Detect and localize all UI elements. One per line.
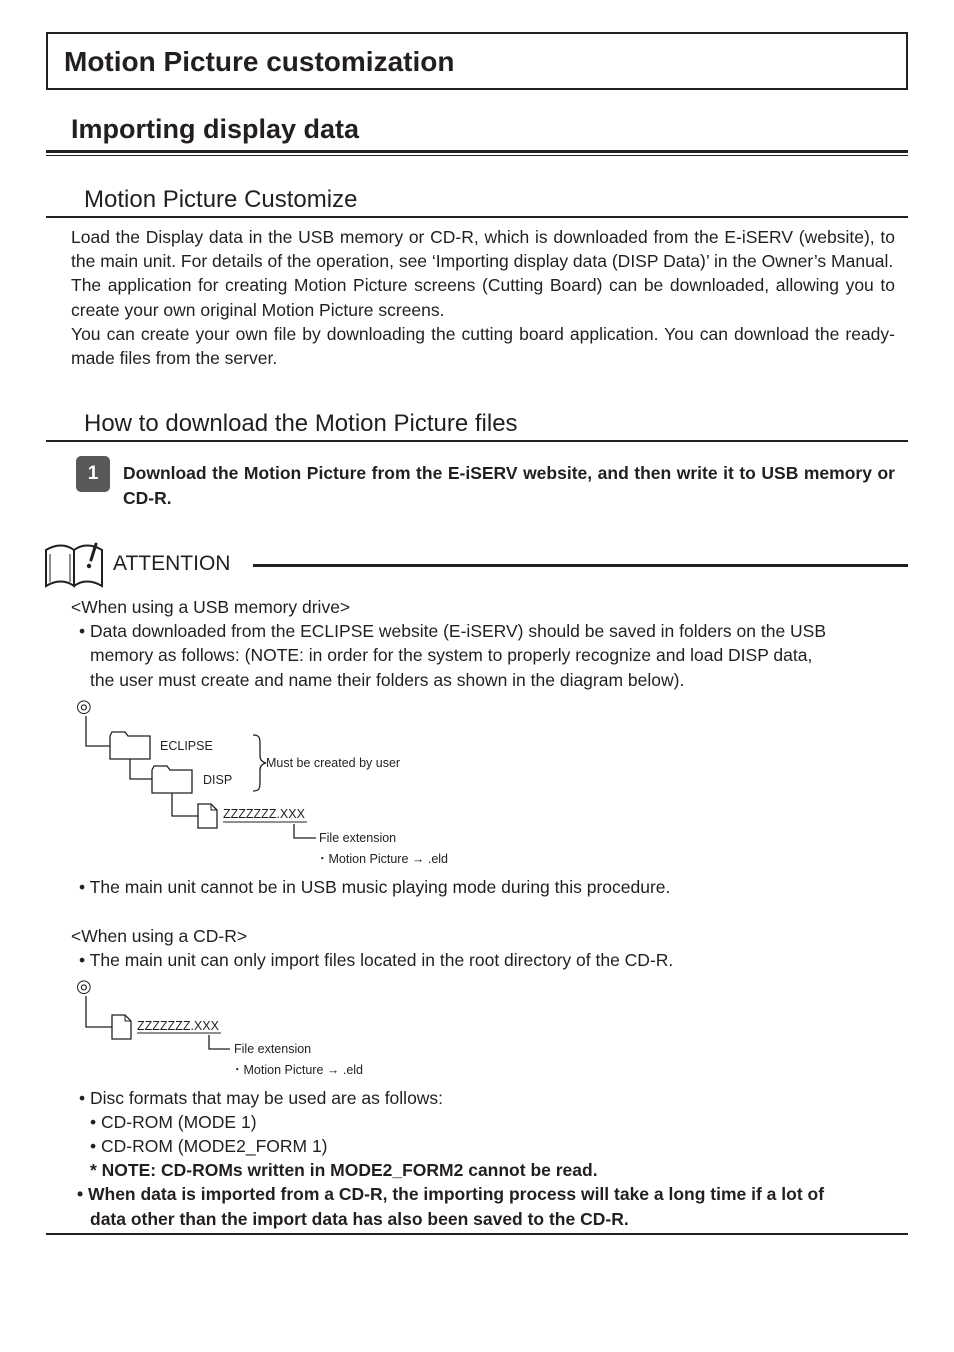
- step-instruction: Download the Motion Picture from the E-iSERV website, and then write it to USB memory or CD-R.: [123, 463, 895, 508]
- attention-label: ATTENTION: [113, 552, 231, 575]
- disc-formats-intro: • Disc formats that may be used are as follows:: [79, 1088, 444, 1108]
- disc-format-item: • CD-ROM (MODE 1): [90, 1112, 257, 1132]
- file-icon: [198, 804, 217, 828]
- step-number-badge: 1: [76, 456, 110, 492]
- usb-bullet-note: • The main unit cannot be in USB music playing mode during this procedure.: [79, 877, 671, 897]
- paragraph: You can create your own file by downloading the cutting board application. You can download the ready-made files from the server.: [71, 323, 895, 369]
- disc-format-note: * NOTE: CD-ROMs written in MODE2_FORM2 cannot be read.: [90, 1160, 598, 1180]
- disc-format-item: • CD-ROM (MODE2_FORM 1): [90, 1136, 328, 1156]
- cdr-heading: <When using a CD-R>: [71, 926, 248, 946]
- root-symbol-icon: ◎: [76, 696, 92, 716]
- file-name-label: ZZZZZZZ.XXX: [137, 1019, 219, 1033]
- attention-book-icon: [44, 542, 106, 590]
- folder-label-eclipse: ECLIPSE: [160, 739, 213, 753]
- section-rule: [46, 440, 908, 442]
- chapter-title: Motion Picture customization: [64, 46, 455, 77]
- file-extension-value: ・Motion Picture → .eld: [231, 1063, 363, 1077]
- cdr-warning-line: • When data is imported from a CD-R, the importing process will take a long time if a lot of: [77, 1184, 825, 1204]
- usb-bullet-line: the user must create and name their folders as shown in the diagram below).: [90, 670, 685, 690]
- folder-icon: [110, 732, 150, 759]
- file-icon: [112, 1015, 131, 1039]
- section-title-download: How to download the Motion Picture files: [84, 410, 518, 437]
- page-title: Importing display data: [71, 114, 360, 144]
- chapter-banner: [46, 32, 908, 90]
- usb-bullet-line: • Data downloaded from the ECLIPSE website (E-iSERV) should be saved in folders on the USB: [79, 621, 827, 641]
- title-rule-bottom: [46, 155, 908, 156]
- paragraph: Load the Display data in the USB memory or CD-R, which is downloaded from the E-iSERV (website), to the main unit. For details of the operation, see ‘Importing display data (DISP Data)’ in the Owner’s Manual.: [71, 227, 895, 272]
- folder-icon: [152, 766, 192, 793]
- cdr-warning-line: data other than the import data has also been saved to the CD-R.: [90, 1209, 629, 1229]
- usb-heading: <When using a USB memory drive>: [71, 597, 351, 617]
- paragraph: The application for creating Motion Picture screens (Cutting Board) can be downloaded, allowing you to create your own original Motion Picture screens.: [71, 275, 895, 320]
- section-title-customize: Motion Picture Customize: [84, 186, 358, 213]
- attention-rule: [253, 564, 908, 567]
- folder-label-disp: DISP: [203, 773, 233, 787]
- brace-note: Must be created by user: [266, 756, 401, 770]
- title-rule-top: [46, 150, 908, 153]
- section-body: [71, 225, 895, 370]
- usb-bullet-line: memory as follows: (NOTE: in order for the system to properly recognize and load DISP data,: [90, 645, 813, 665]
- file-name-label: ZZZZZZZ.XXX: [223, 807, 305, 821]
- attention-end-rule: [46, 1233, 908, 1235]
- section-rule: [46, 216, 908, 218]
- cdr-bullet: • The main unit can only import files located in the root directory of the CD-R.: [79, 950, 674, 970]
- file-extension-value: ・Motion Picture → .eld: [316, 852, 448, 866]
- file-extension-label: File extension: [319, 831, 397, 845]
- file-extension-label: File extension: [234, 1042, 312, 1056]
- root-symbol-icon: ◎: [76, 976, 92, 996]
